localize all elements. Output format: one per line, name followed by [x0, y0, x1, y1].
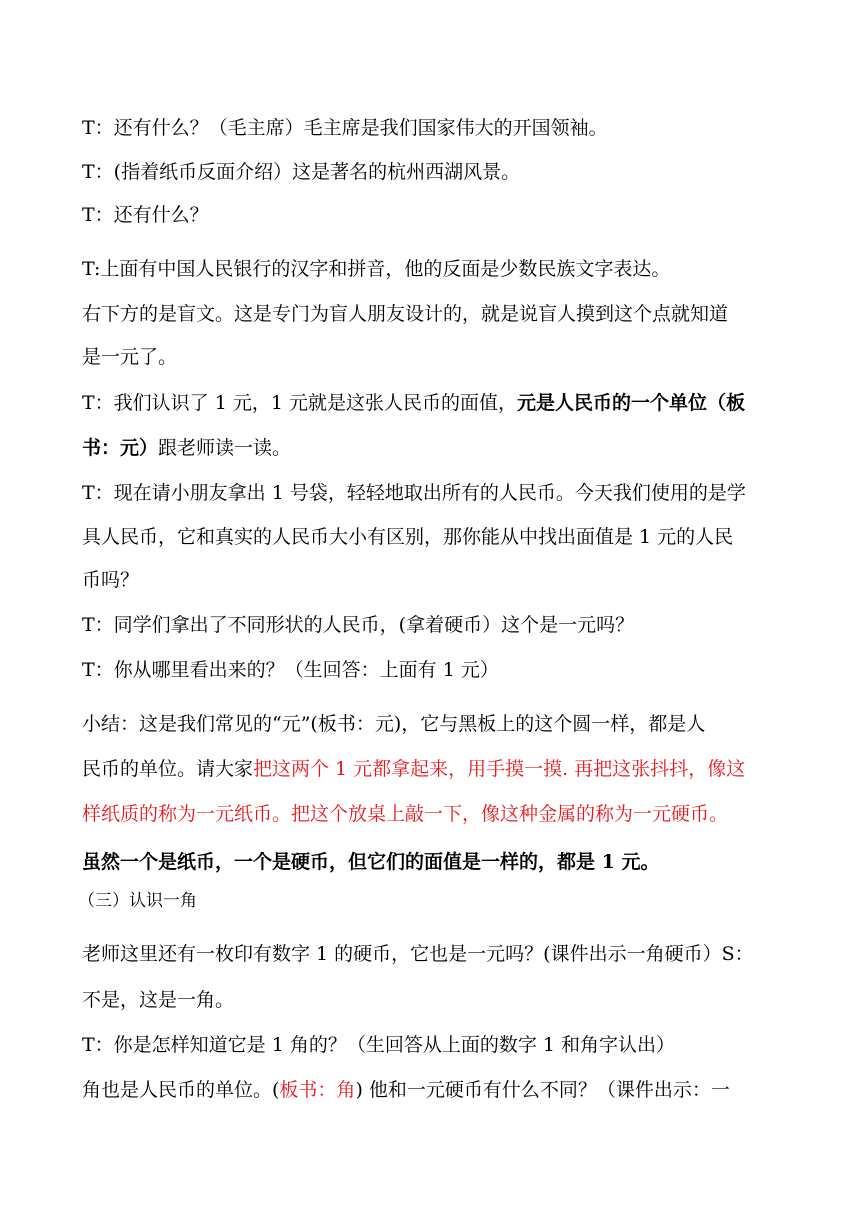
paragraph-line: 具人民币，它和真实的人民币大小有区别，那你能从中找出面值是 1 元的人民 — [82, 526, 734, 548]
paragraph-line: T：(指着纸币反面介绍）这是著名的杭州西湖风景。 — [82, 161, 521, 183]
paragraph-line: 币吗？ — [82, 569, 140, 591]
paragraph-line — [82, 757, 745, 781]
paragraph-line: T：还有什么？ — [82, 204, 209, 226]
paragraph-line: T：你是怎样知道它是 1 角的？（生回答从上面的数字 1 和角字认出） — [82, 1034, 676, 1056]
highlighted-text: 把这两个 1 元都拿起来，用手摸一摸. 再把这张抖抖，像这 — [253, 758, 746, 780]
text-run: 民币的单位。请大家 — [82, 758, 254, 780]
paragraph-line: T：还有什么？（毛主席）毛主席是我们国家伟大的开国领袖。 — [82, 117, 608, 139]
paragraph-line: 老师这里还有一枚印有数字 1 的硬币，它也是一元吗？(课件出示一角硬币）S： — [82, 943, 754, 965]
highlighted-line: 样纸质的称为一元纸币。把这个放桌上敲一下，像这种金属的称为一元硬币。 — [82, 803, 729, 825]
text-run: ) 他和一元硬币有什么不同？（课件出示：一 — [355, 1079, 730, 1101]
paragraph-line: T：你从哪里看出来的？（生回答：上面有 1 元） — [82, 659, 499, 681]
text-run: 角也是人民币的单位。( — [82, 1079, 280, 1101]
paragraph-line — [82, 391, 745, 415]
paragraph-line: 是一元了。 — [82, 346, 178, 368]
highlighted-text: 板书：角 — [279, 1079, 356, 1101]
text-run: T：我们认识了 1 元，1 元就是这张人民币的面值， — [82, 392, 517, 414]
paragraph-line: T：现在请小朋友拿出 1 号袋，轻轻地取出所有的人民币。今天我们使用的是学 — [82, 482, 746, 504]
paragraph-line: 小结：这是我们常见的“元”(板书：元)，它与黑板上的这个圆一样，都是人 — [82, 713, 706, 735]
emphasis-text: 元是人民币的一个单位（板 — [516, 392, 745, 414]
emphasis-text: 书：元） — [82, 437, 159, 459]
paragraph-line: 不是，这是一角。 — [82, 989, 235, 1011]
paragraph-line — [82, 436, 291, 460]
section-heading: （三）认识一角 — [78, 891, 197, 911]
text-run: 跟老师读一读。 — [158, 437, 292, 459]
paragraph-line: T：同学们拿出了不同形状的人民币，(拿着硬币）这个是一元吗？ — [82, 614, 635, 636]
paragraph-line: T:上面有中国人民银行的汉字和拼音，他的反面是少数民族文字表达。 — [82, 258, 671, 280]
paragraph-line — [82, 1078, 730, 1102]
summary-line: 虽然一个是纸币，一个是硬币，但它们的面值是一样的，都是 1 元。 — [82, 851, 660, 873]
paragraph-line: 右下方的是盲文。这是专门为盲人朋友设计的，就是说盲人摸到这个点就知道 — [82, 303, 729, 325]
